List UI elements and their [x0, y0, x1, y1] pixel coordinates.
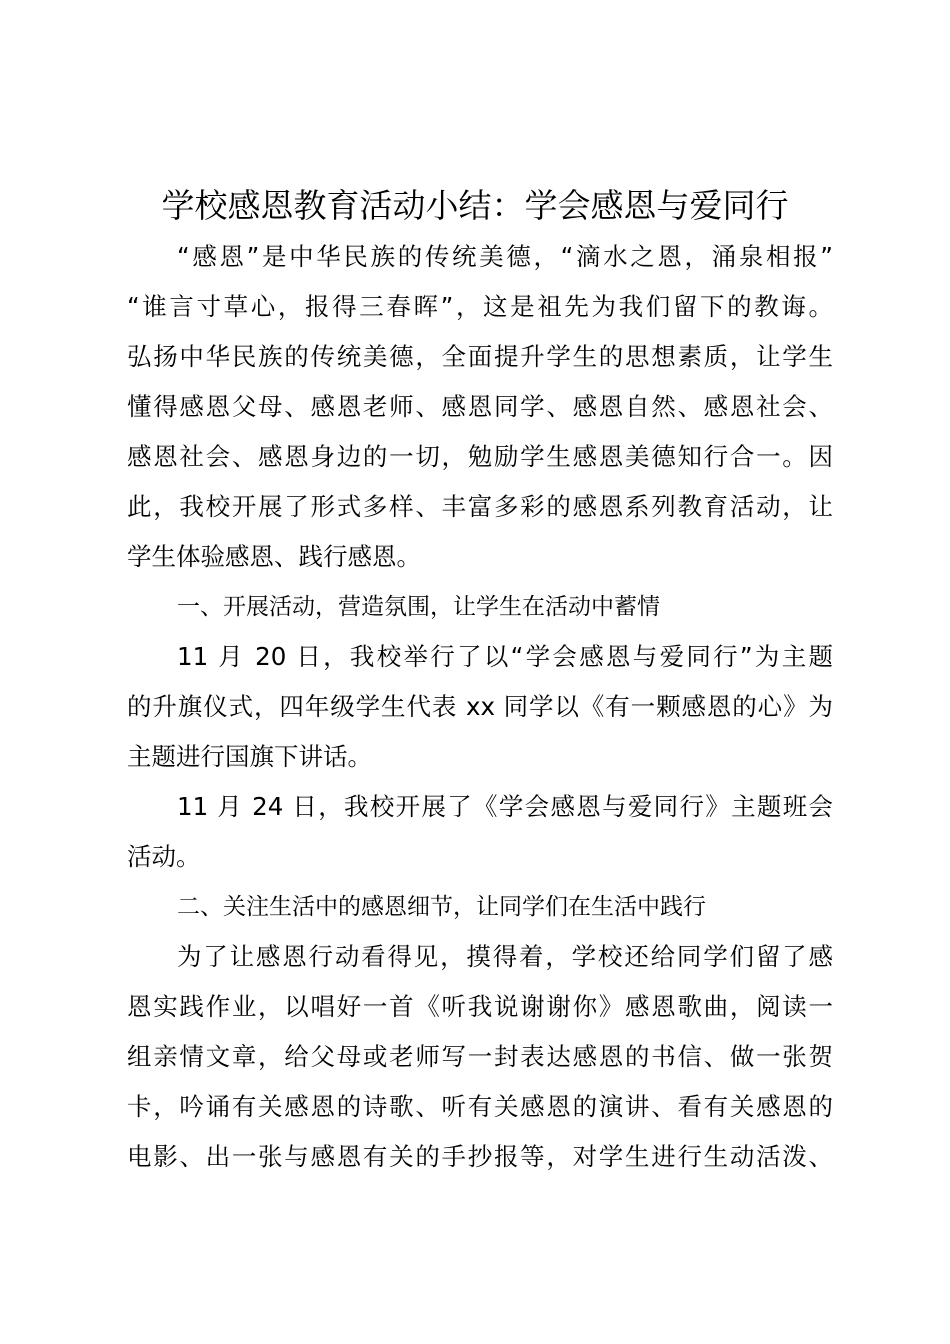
paragraph-3-line-1: 11 月 24 日，我校开展了《学会感恩与爱同行》主题班会: [177, 792, 833, 821]
paragraph-1-line-4: 懂得感恩父母、感恩老师、感恩同学、感恩自然、感恩社会、: [127, 392, 833, 421]
document-body: [127, 232, 833, 1182]
paragraph-4-line-5: 电影、出一张与感恩有关的手抄报等，对学生进行生动活泼、: [127, 1142, 833, 1171]
paragraph-4-line-4: 卡，吟诵有关感恩的诗歌、听有关感恩的演讲、看有关感恩的: [127, 1092, 833, 1121]
paragraph-1-line-1: “感恩”是中华民族的传统美德，“滴水之恩，涌泉相报”: [177, 242, 833, 271]
paragraph-1-line-3: 弘扬中华民族的传统美德，全面提升学生的思想素质，让学生: [127, 342, 833, 371]
document-title: 学校感恩教育活动小结：学会感恩与爱同行: [161, 186, 789, 225]
section-heading-2: 二、关注生活中的感恩细节，让同学们在生活中践行: [177, 894, 706, 920]
paragraph-1-line-6: 此，我校开展了形式多样、丰富多彩的感恩系列教育活动，让: [127, 492, 833, 521]
paragraph-2-line-3: 主题进行国旗下讲话。: [127, 742, 372, 771]
paragraph-4-line-1: 为了让感恩行动看得见，摸得着，学校还给同学们留了感: [177, 942, 833, 971]
paragraph-1-line-5: 感恩社会、感恩身边的一切，勉励学生感恩美德知行合一。因: [127, 442, 833, 471]
paragraph-4-line-2: 恩实践作业，以唱好一首《听我说谢谢你》感恩歌曲，阅读一: [127, 992, 833, 1021]
section-heading-1: 一、开展活动，营造氛围，让学生在活动中蓄情: [177, 594, 660, 620]
paragraph-4-line-3: 组亲情文章，给父母或老师写一封表达感恩的书信、做一张贺: [127, 1042, 833, 1071]
paragraph-2-line-2: 的升旗仪式，四年级学生代表 xx 同学以《有一颗感恩的心》为: [127, 692, 833, 721]
paragraph-1-line-7: 学生体验感恩、践行感恩。: [127, 542, 421, 571]
paragraph-3-line-2: 活动。: [127, 842, 201, 871]
paragraph-1-line-2: “谁言寸草心，报得三春晖”，这是祖先为我们留下的教诲。: [127, 292, 833, 321]
paragraph-2-line-1: 11 月 20 日，我校举行了以“学会感恩与爱同行”为主题: [177, 642, 833, 671]
